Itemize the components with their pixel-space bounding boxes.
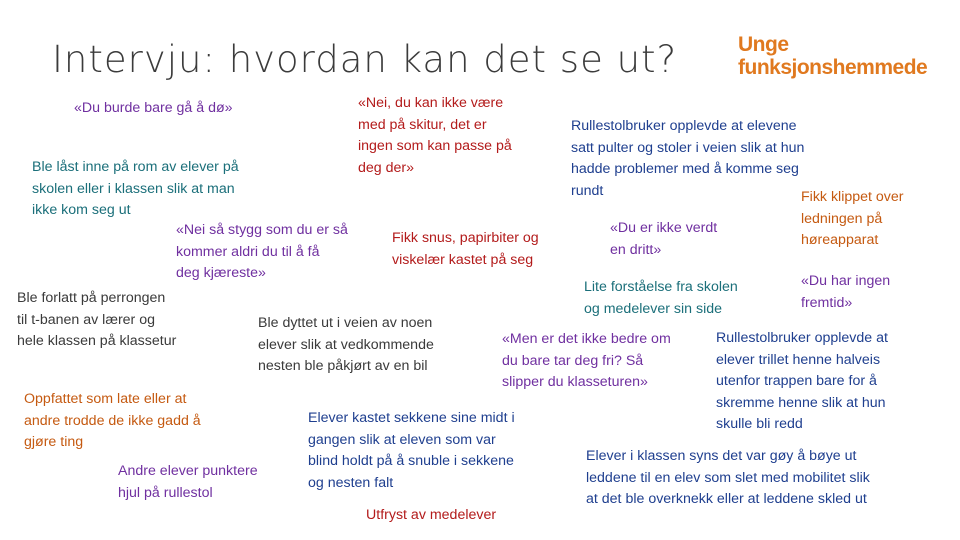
logo-line-2: funksjonshemmede — [738, 56, 928, 79]
quote-seen-as-lazy: Oppfattet som late eller at andre trodde de ikke gadd å gjøre ting — [24, 391, 201, 450]
quote-stairs-scare: Rullestolbruker opplevde at elever trillet henne halveis utenfor trappen bare for å skremme henne slik at hun skulle bli redd — [716, 330, 888, 432]
quote-little-understanding: Lite forståelse fra skolen og medelever sin side — [584, 279, 738, 317]
quote-no-future: «Du har ingen fremtid» — [801, 273, 891, 311]
quote-locked-in: Ble låst inne på rom av elever på skolen eller i klassen slik at man ikke kom seg ut — [32, 159, 239, 218]
quote-pushed-into-road: Ble dyttet ut i veien av noen elever slik at vedkommende nesten ble påkjørt av en bil — [258, 315, 434, 374]
slide-title: Intervju: hvordan kan det se ut? — [52, 38, 678, 81]
quote-thrown-things: Fikk snus, papirbiter og viskelær kastet på seg — [392, 230, 539, 268]
quote-not-worth: «Du er ikke verdt en dritt» — [610, 220, 718, 258]
quote-hearing-aid: Fikk klippet over ledningen på høreapparat — [801, 189, 904, 248]
quote-bags-in-hallway: Elever kastet sekkene sine midt i gangen slik at eleven som var blind holdt på å snuble i sekkene og nesten falt — [308, 410, 515, 491]
quote-left-on-platform: Ble forlatt på perrongen til t-banen av lærer og hele klassen på klassetur — [17, 290, 177, 349]
quote-ski-trip: «Nei, du kan ikke være med på skitur, det er ingen som kan passe på deg der» — [358, 95, 512, 176]
logo-line-1: Unge — [738, 33, 789, 56]
quote-die: «Du burde bare gå å dø» — [74, 100, 233, 116]
organization-logo — [738, 33, 927, 79]
quote-frozen-out: Utfryst av medelever — [366, 507, 497, 523]
quote-ugly: «Nei så stygg som du er så kommer aldri du til å få deg kjæreste» — [176, 222, 348, 281]
quote-take-day-off: «Men er det ikke bedre om du bare tar deg fri? Så slipper du klasseturen» — [502, 331, 671, 390]
quote-bending-joints: Elever i klassen syns det var gøy å bøye ut leddene til en elev som slet med mobilitet slik at det ble overknekk eller at leddene skled ut — [586, 448, 870, 507]
quote-punctured-wheels: Andre elever punktere hjul på rullestol — [118, 463, 258, 501]
quote-wheelchair-obstacles: Rullestolbruker opplevde at elevene satt pulter og stoler i veien slik at hun hadde problemer med å komme seg rundt — [571, 118, 805, 199]
